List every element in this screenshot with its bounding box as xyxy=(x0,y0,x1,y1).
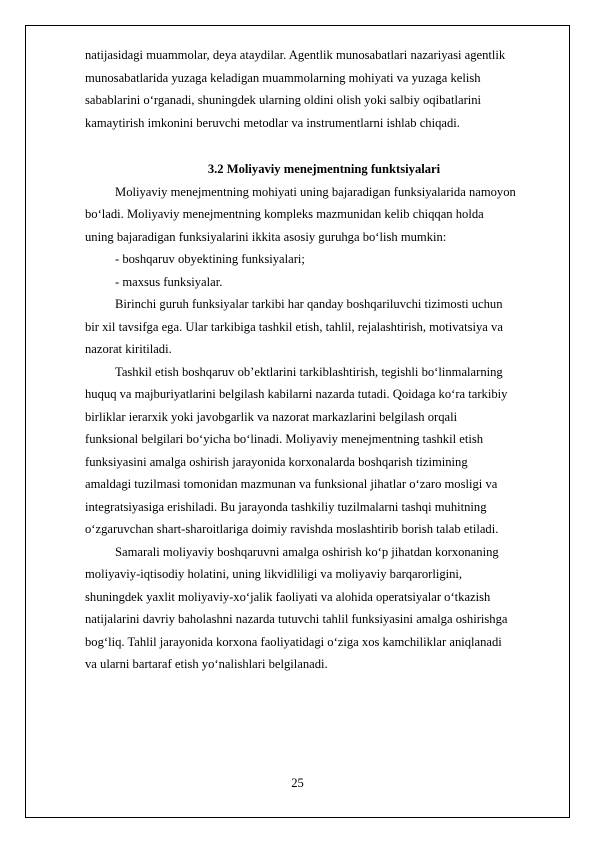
text-line: Tashkil etish boshqaruv ob’ektlarini tarkiblashtirish, tegishli bo‘linmalarning xyxy=(115,364,503,379)
text-line: integratsiyasiga erishiladi. Bu jarayonda tashkiliy tuzilmalarni tashqi muhitning xyxy=(85,499,487,514)
text-line: bir xil tavsifga ega. Ular tarkibiga tashkil etish, tahlil, rejalashtirish, motivatsiya va xyxy=(85,319,503,334)
page-body xyxy=(85,44,563,676)
paragraph-4 xyxy=(85,541,563,676)
list-item: - boshqaruv obyektining funksiyalari; xyxy=(115,252,305,266)
page-number: 25 xyxy=(291,776,304,790)
text-line: natijalarini davriy baholashni nazarda tutuvchi tahlil funksiyasini amalga oshirishga xyxy=(85,612,508,626)
text-line: amaldagi tuzilmasi tomonidan mazmunan va funksional jihatlar o‘zaro mosligi va xyxy=(85,477,498,491)
text-line: birliklar ierarxik yoki javobgarlik va nazorat markazlarini belgilash orqali xyxy=(85,409,458,424)
text-line: Samarali moliyaviy boshqaruvni amalga oshirish ko‘p jihatdan korxonaning xyxy=(115,544,499,559)
text-line: sabablarini o‘rganadi, shuningdek ularning oldini olish yoki salbiy oqibatlarini xyxy=(85,93,482,107)
paragraph-2 xyxy=(85,293,563,361)
text-line: kamaytirish imkonini beruvchi metodlar va instrumentlarni ishlab chiqadi. xyxy=(85,115,460,130)
text-line: funksiyasini amalga oshirish jarayonida korxonalarda boshqarish tizimining xyxy=(85,454,468,469)
text-line: o‘zgaruvchan shart-sharoitlariga doimiy ravishda moslashtirib borish talab etiladi. xyxy=(85,522,499,536)
text-line: shuningdek yaxlit moliyaviy-xo‘jalik faoliyati va alohida operatsiyalar o‘tkazish xyxy=(85,589,491,604)
text-line: nazorat kiritiladi. xyxy=(85,342,172,356)
intro-paragraph xyxy=(85,44,563,134)
text-line: bog‘liq. Tahlil jarayonida korxona faoliyatidagi o‘ziga xos kamchiliklar aniqlanadi xyxy=(85,634,502,649)
list-item: - maxsus funksiyalar. xyxy=(115,274,223,289)
text-line: Moliyaviy menejmentning mohiyati uning bajaradigan funksiyalarida namoyon xyxy=(115,184,516,199)
text-line: Birinchi guruh funksiyalar tarkibi har qanday boshqariluvchi tizimosti uchun xyxy=(115,297,503,311)
text-line: huquq va majburiyatlarini belgilash kabilarni nazarda tutadi. Qoidaga ko‘ra tarkibiy xyxy=(85,387,508,401)
text-line: funksional belgilari bo‘yicha bo‘linadi. Moliyaviy menejmentning tashkil etish xyxy=(85,432,484,446)
text-line: natijasidagi muammolar, deya ataydilar. Agentlik munosabatlari nazariyasi agentlik xyxy=(85,48,506,62)
text-line: moliyaviy-iqtisodiy holatini, uning likvidliligi va moliyaviy barqarorligini, xyxy=(85,567,463,581)
paragraph-3 xyxy=(85,361,563,541)
paragraph-1 xyxy=(85,181,563,249)
text-line: va ularni bartaraf etish yo‘nalishlari belgilanadi. xyxy=(85,657,328,671)
text-line: bo‘ladi. Moliyaviy menejmentning kompleks mazmunidan kelib chiqqan holda xyxy=(85,207,484,221)
section-heading: 3.2 Moliyaviy menejmentning funktsiyalari xyxy=(207,162,441,176)
text-line: munosabatlarida yuzaga keladigan muammolarning mohiyati va yuzaga kelish xyxy=(85,70,481,85)
text-line: uning bajaradigan funksiyalarini ikkita asosiy guruhga bo‘lish mumkin: xyxy=(85,229,447,244)
